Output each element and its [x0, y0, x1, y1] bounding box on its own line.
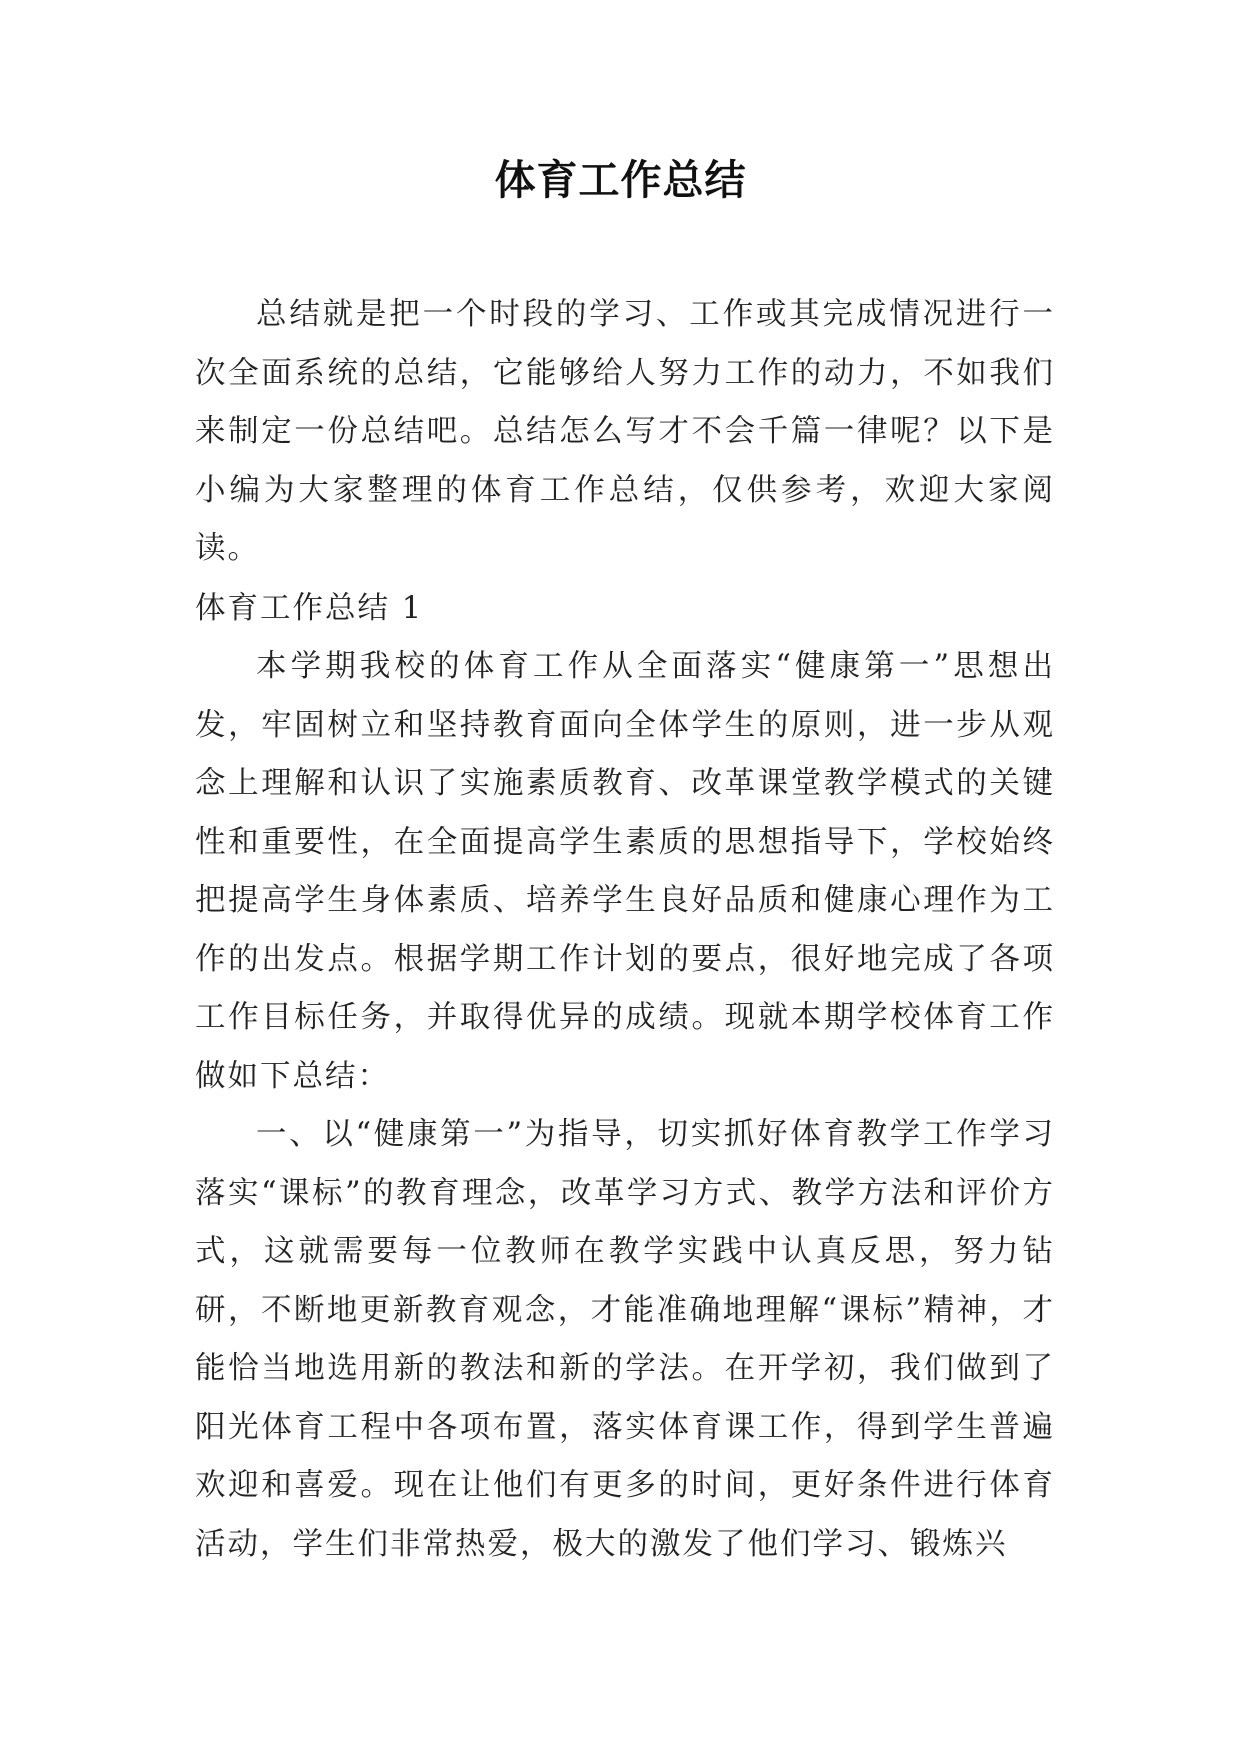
body-paragraph: 本学期我校的体育工作从全面落实“健康第一”思想出发，牢固树立和坚持教育面向全体学生的原则，进一步从观念上理解和认识了实施素质教育、改革课堂教学模式的关键性和重要性，在全面提高学生素质的思想指导下，学校始终把提高学生身体素质、培养学生良好品质和健康心理作为工作的出发点。根据学期工作计划的要点，很好地完成了各项工作目标任务，并取得优异的成绩。现就本期学校体育工作做如下总结：: [195, 649, 1055, 1094]
body-paragraph: 一、以“健康第一”为指导，切实抓好体育教学工作学习落实“课标”的教育理念，改革学习方式、教学方法和评价方式，这就需要每一位教师在教学实践中认真反思，努力钻研，不断地更新教育观念，才能准确地理解“课标”精神，才能恰当地选用新的教法和新的学法。在开学初，我们做到了阳光体育工程中各项布置，落实体育课工作，得到学生普遍欢迎和喜爱。现在让他们有更多的时间，更好条件进行体育活动，学生们非常热爱，极大的激发了他们学习、锻炼兴: [195, 1117, 1055, 1562]
document-title: 体育工作总结: [494, 156, 747, 204]
intro-paragraph: 总结就是把一个时段的学习、工作或其完成情况进行一次全面系统的总结，它能够给人努力工作的动力，不如我们来制定一份总结吧。总结怎么写才不会千篇一律呢？以下是小编为大家整理的体育工作总结，仅供参考，欢迎大家阅读。: [195, 297, 1055, 566]
section-heading: 体育工作总结 1: [195, 591, 424, 626]
